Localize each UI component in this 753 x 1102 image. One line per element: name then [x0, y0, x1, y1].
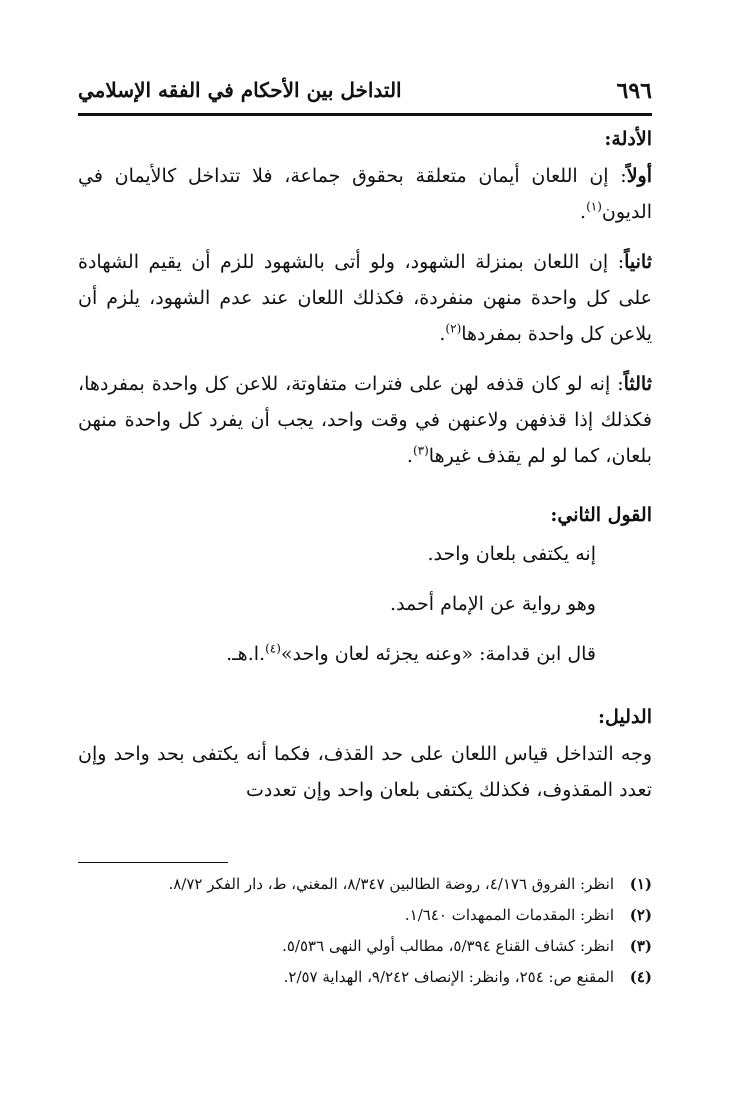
- main-text: [78, 128, 652, 808]
- footnote-text: انظر: الفروق ٤/١٧٦، روضة الطالبين ٨/٣٤٧، المغني، ط، دار الفكر ٨/٧٢.: [168, 875, 614, 893]
- footnote-ref-2[interactable]: (٢): [445, 321, 462, 336]
- footnote-ref-3[interactable]: (٣): [412, 443, 429, 458]
- footnote-number: (١): [629, 875, 652, 893]
- quote-end: .ا.هـ.: [226, 643, 266, 665]
- p1-end: .: [580, 201, 587, 223]
- footnote-number: (٤): [629, 968, 652, 986]
- book-page: [78, 0, 652, 1102]
- evidence-heading: الأدلة:: [604, 128, 652, 150]
- p3-lead: ثالثاً: [623, 373, 652, 395]
- footnote-2: [78, 900, 652, 931]
- p2-lead: ثانياً: [624, 251, 652, 273]
- footnote-4: [78, 962, 652, 993]
- evidence-paragraph-3: [78, 366, 652, 474]
- running-header: [78, 78, 652, 112]
- footnote-text: انظر: كشاف القناع ٥/٣٩٤، مطالب أولي النهى ٥/٥٣٦.: [282, 937, 614, 955]
- running-title: التداخل بين الأحكام في الفقه الإسلامي: [78, 78, 402, 102]
- p1-text: : إن اللعان أيمان متعلقة بحقوق جماعة، فلا تتداخل كالأيمان في الديون: [78, 165, 652, 223]
- footnote-text: المقنع ص: ٢٥٤، وانظر: الإنصاف ٩/٢٤٢، الهداية ٢/٥٧.: [283, 968, 614, 986]
- footnote-text: انظر: المقدمات الممهدات ١/٦٤٠.: [404, 906, 614, 924]
- footnote-number: (٣): [629, 937, 652, 955]
- p2-end: .: [439, 323, 446, 345]
- second-opinion-line-2: وهو رواية عن الإمام أحمد.: [390, 593, 596, 615]
- p3-end: .: [406, 445, 413, 467]
- footnote-ref-4[interactable]: (٤): [265, 641, 281, 656]
- ibn-qudama-quote: قال ابن قدامة: «وعنه يجزئه لعان واحد»: [280, 643, 596, 665]
- header-rule: [78, 113, 652, 116]
- footnote-1: [78, 869, 652, 900]
- footnote-3: [78, 931, 652, 962]
- footnote-rule: [78, 862, 228, 863]
- page-number: ٦٩٦: [616, 78, 652, 104]
- p1-lead: أولاً: [626, 165, 652, 187]
- second-opinion-line-3: [78, 636, 652, 672]
- p3-text: : إنه لو كان قذفه لهن على فترات متفاوتة، للاعن كل واحدة بمفردها، فكذلك إذا قذفهن ولاعنهن في وقت واحد، يجب أن يفرد كل واحدة منهن بلعان، كما لو لم يقذف غيرها: [78, 373, 652, 467]
- footnotes: [78, 862, 652, 993]
- footnote-number: (٢): [629, 906, 652, 924]
- second-opinion-heading: القول الثاني:: [550, 504, 652, 526]
- evidence-paragraph-2: [78, 244, 652, 352]
- footnote-ref-1[interactable]: (١): [586, 199, 602, 214]
- proof-heading: الدليل:: [598, 706, 652, 728]
- evidence-paragraph-1: [78, 158, 652, 230]
- p2-text: : إن اللعان بمنزلة الشهود، ولو أتى بالشهود للزم أن يقيم الشهادة على كل واحدة منهن منفردة، فكذلك اللعان عند عدم الشهود، يلزم أن يلاعن كل واحدة بمفردها: [78, 251, 652, 345]
- second-opinion-line-1: إنه يكتفى بلعان واحد.: [427, 543, 596, 565]
- proof-paragraph: وجه التداخل قياس اللعان على حد القذف، فكما أنه يكتفى بحد واحد وإن تعدد المقذوف، فكذلك يكتفى بلعان واحد وإن تعددت: [78, 743, 652, 801]
